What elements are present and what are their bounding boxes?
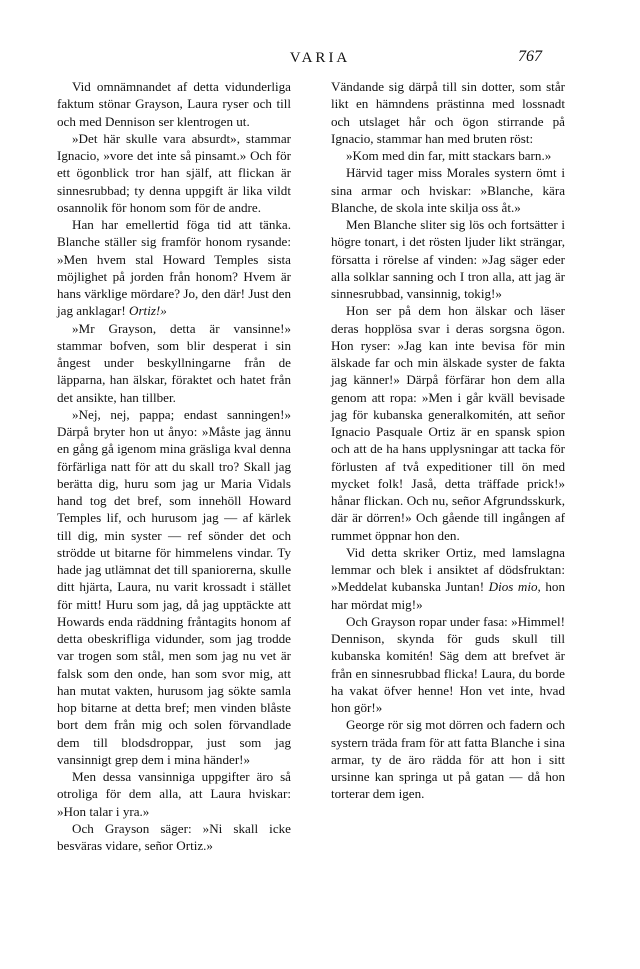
paragraph: Härvid tager miss Morales systern ömt i sina armar och hviskar: »Blanche, kära Blanche, de skola inte skilja oss åt.» [331, 165, 565, 215]
paragraph: »Kom med din far, mitt stackars barn.» [346, 148, 552, 163]
running-header-title: VARIA [289, 50, 351, 66]
emphasized-text: Dios mio, [488, 579, 541, 595]
paragraph: »Det här skulle vara absurdt», stammar Ignacio, »vore det inte så pinsamt.» Och för ett ögonblick tror han själf, att flickan är sinnesrubbad; ty denna uppgift är lika vildt osannolik för honom som för de andre. [57, 130, 291, 215]
paragraph: Vändande sig därpå till sin dotter, som står likt en hämndens prästinna med lossnadt och utslaget hår och ögon stirrande på Ignacio, stammar han med bruten röst: [331, 79, 565, 146]
paragraph: Men Blanche sliter sig lös och fortsätter i högre tonart, i det rösten ljuder likt strängar, försatta i rörelse af vinden: »Jag säger eder alla solklar sanning och I tron alla, att jag är sinnesrubbad, vansinnig, tokig!» [331, 217, 565, 301]
paragraph-text: hon har mördat mig!» [331, 579, 565, 612]
paragraph: Och Grayson säger: »Ni skall icke besväras vidare, señor Ortiz.» [57, 820, 291, 853]
page-number: 767 [518, 48, 542, 65]
paragraph: Hon ser på dem hon älskar och läser deras hopplösa svar i deras sorgsna ögon. Hon ryser: »Jag kan inte bevisa för min älskade far och min älskade syster de fakta jag känner!» Därpå förfärar hon dem alla genom att ropa: »Men i går kväll bevisade jag för kubanska generalkomitén, att señor Ignacio Pasquale Ortiz är en spansk spion och att de ha hans upplysningar att tacka för förlusten af två expeditioner till ön med mycket folk! Jaså, detta träffade prick!» hånar flickan. Och nu, señor Afgrundsskurk, där är dörren!» Och gående till ingången af rummet öppnar hon den. [331, 303, 565, 543]
paragraph: »Mr Grayson, detta är vansinne!» stammar bofven, som blir desperat i sin ångest under beskyllningarne från de läpparna, han älskar, föraktet och hatet från det ansikte, han tillber. [57, 320, 291, 405]
paragraph [57, 216, 291, 320]
right-column [331, 78, 565, 803]
paragraph: Och Grayson ropar under fasa: »Himmel! Dennison, skynda för guds skull till kubanska komitén! Säg dem att brefvet är från en sinnesrubbad flicka! Laura, du borde ha vakat öfver henne! Hon vet inte, hvad hon gör!» [331, 613, 565, 715]
paragraph: Men dessa vansinniga uppgifter äro så otroliga för dem alla, att Laura hviskar: »Hon talar i yra.» [57, 769, 291, 819]
paragraph [331, 544, 565, 613]
paragraph-text: Vid detta skriker Ortiz, med lamslagna lemmar och blek i ansiktet af dödsfruktan: »Meddelat kubanska Juntan! [331, 544, 565, 595]
left-column [57, 78, 291, 854]
paragraph: Vid omnämnandet af detta vidunderliga faktum stönar Grayson, Laura ryser och till och med Dennison ser klentrogen ut. [57, 79, 291, 129]
emphasized-text: Ortiz!» [129, 303, 167, 319]
paragraph: George rör sig mot dörren och fadern och systern träda fram för att fatta Blanche i sina armar, ty de äro rädda för att hon i sitt ursinne kan springa ut på gatan — då hon torterar dem igen. [331, 717, 565, 802]
paragraph: »Nej, nej, pappa; endast sanningen!» Därpå bryter hon ut ånyo: »Måste jag ännu en gång gå igenom mina gräsliga kval denna förfärliga natt för att du skall tro? Skall jag berätta dig, huru som jag ur Maria Vidals hand tog det bref, som innehöll Howard Temples lif, och hurusom jag — af kärlek till dig, min syster — ref sönder det och strödde ut bitarne för himmelens vindar. Ty hade jag utlämnat det till spaniorerna, skulle ditt hjärta, Laura, nu varit krossadt i stället för mitt! Huru som jag, då jag upptäckte att Howards enda räddning fråntagits honom af detta obeskrifliga vidunder, som jag trodde var trogen som stål, men som jag nu vet är falsk som den onde, han som svor mig, att han mutat vakten, hurusom jag sökte samla hop bitarne at detta bref; men vinden blåste bort dem från mig och solen förvandlade dem till blodsdroppar, just som jag vansinnigt grep dem i mina händer!» [57, 406, 291, 767]
paragraph-text: Han har emellertid föga tid att tänka. Blanche ställer sig framför honom rysande: »Men hvem stal Howard Temples sista möjlighet på jorden från honom? Hvem är hans värklige mördare? Jo, den där! Just den jag anklagar! [57, 217, 291, 319]
